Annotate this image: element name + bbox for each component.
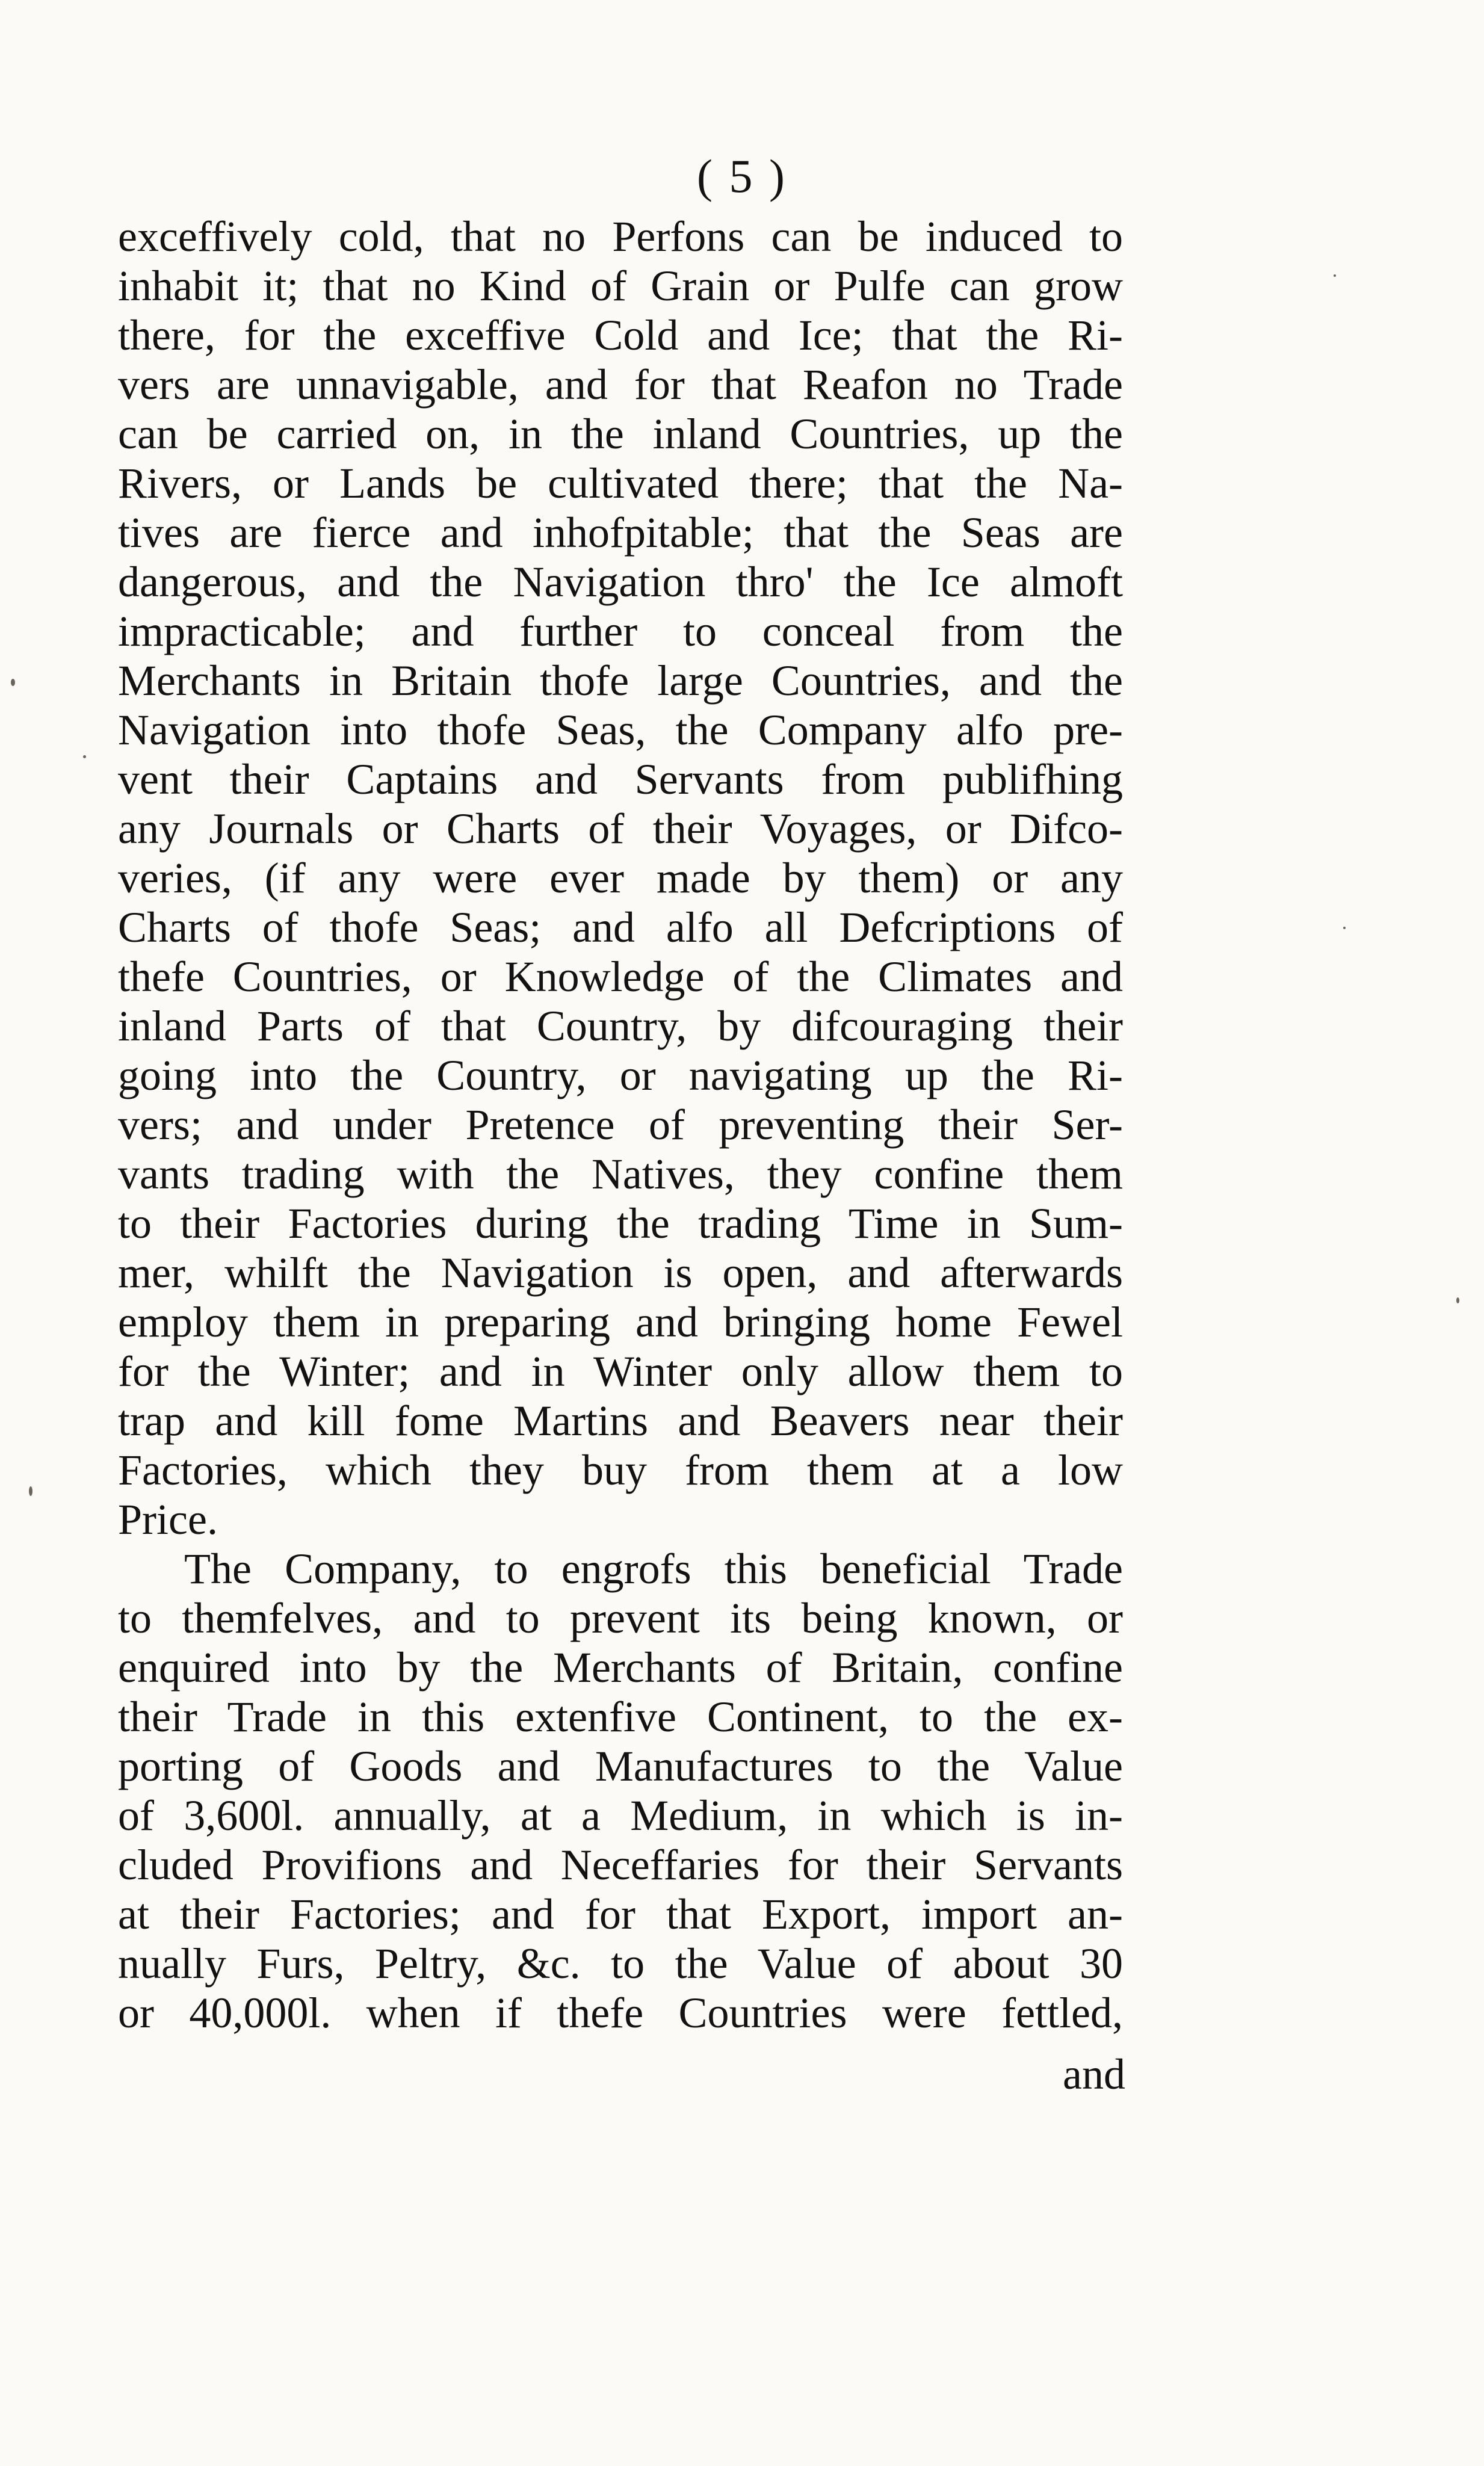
ink-speck — [1343, 927, 1346, 929]
text-line: of 3,600l. annually, at a Medium, in which is in- — [118, 1791, 1123, 1840]
text-line: thefe Countries, or Knowledge of the Climates and — [118, 953, 1123, 1001]
text-line: cluded Provifions and Neceffaries for their Servants — [118, 1841, 1123, 1889]
ink-speck — [11, 679, 15, 686]
ink-speck — [83, 755, 86, 758]
text-line: vent their Captains and Servants from publifhing — [118, 755, 1123, 803]
text-line: impracticable; and further to conceal from the — [118, 607, 1123, 655]
text-line: veries, (if any were ever made by them) or any — [118, 854, 1123, 902]
ink-speck — [29, 1486, 32, 1496]
text-line: or 40,000l. when if thefe Countries were fettled, — [118, 1989, 1123, 2037]
text-line: to themfelves, and to prevent its being known, or — [118, 1594, 1123, 1642]
text-line: enquired into by the Merchants of Britain, confine — [118, 1643, 1123, 1692]
text-line: vants trading with the Natives, they confine them — [118, 1150, 1123, 1198]
page-number: ( 5 ) — [697, 150, 787, 202]
text-line: vers are unnavigable, and for that Reafon no Trade — [118, 360, 1123, 409]
text-line: to their Factories during the trading Time in Sum- — [118, 1199, 1123, 1247]
text-line: for the Winter; and in Winter only allow them to — [118, 1347, 1123, 1395]
text-line: employ them in preparing and bringing home Fewel — [118, 1298, 1123, 1346]
text-line: inhabit it; that no Kind of Grain or Pulfe can grow — [118, 262, 1123, 310]
text-line: their Trade in this extenfive Continent, to the ex- — [118, 1693, 1123, 1741]
text-line: mer, whilft the Navigation is open, and afterwards — [118, 1249, 1123, 1297]
ink-speck — [1456, 1297, 1459, 1303]
text-line: Merchants in Britain thofe large Countries, and the — [118, 657, 1123, 705]
text-line: any Journals or Charts of their Voyages, or Difco- — [118, 805, 1123, 853]
text-line: Rivers, or Lands be cultivated there; that the Na- — [118, 459, 1123, 507]
text-line: at their Factories; and for that Export, import an- — [118, 1890, 1123, 1938]
text-line: tives are fierce and inhofpitable; that the Seas are — [118, 508, 1123, 557]
text-line: exceffively cold, that no Perfons can be induced to — [118, 212, 1123, 261]
body-text — [118, 212, 1123, 2038]
text-line: inland Parts of that Country, by difcouraging their — [118, 1002, 1123, 1050]
paragraph-start-line: The Company, to engrofs this beneficial Trade — [184, 1545, 1123, 1593]
text-line: trap and kill fome Martins and Beavers near their — [118, 1397, 1123, 1445]
text-line: dangerous, and the Navigation thro' the Ice almoft — [118, 558, 1123, 606]
text-line: there, for the exceffive Cold and Ice; that the Ri- — [118, 311, 1123, 359]
text-line: Factories, which they buy from them at a low — [118, 1446, 1123, 1494]
text-line: Charts of thofe Seas; and alfo all Defcriptions of — [118, 903, 1123, 951]
text-line: Navigation into thofe Seas, the Company alfo pre- — [118, 706, 1123, 754]
text-line: vers; and under Pretence of preventing their Ser- — [118, 1101, 1123, 1149]
text-line: can be carried on, in the inland Countries, up the — [118, 410, 1123, 458]
catchword: and — [1063, 2050, 1125, 2098]
text-line: porting of Goods and Manufactures to the Value — [118, 1742, 1123, 1790]
ink-speck — [1334, 274, 1336, 277]
paragraph-end-line: Price. — [118, 1495, 218, 1544]
text-line: going into the Country, or navigating up the Ri- — [118, 1051, 1123, 1099]
text-line: nually Furs, Peltry, &c. to the Value of about 30 — [118, 1939, 1123, 1988]
